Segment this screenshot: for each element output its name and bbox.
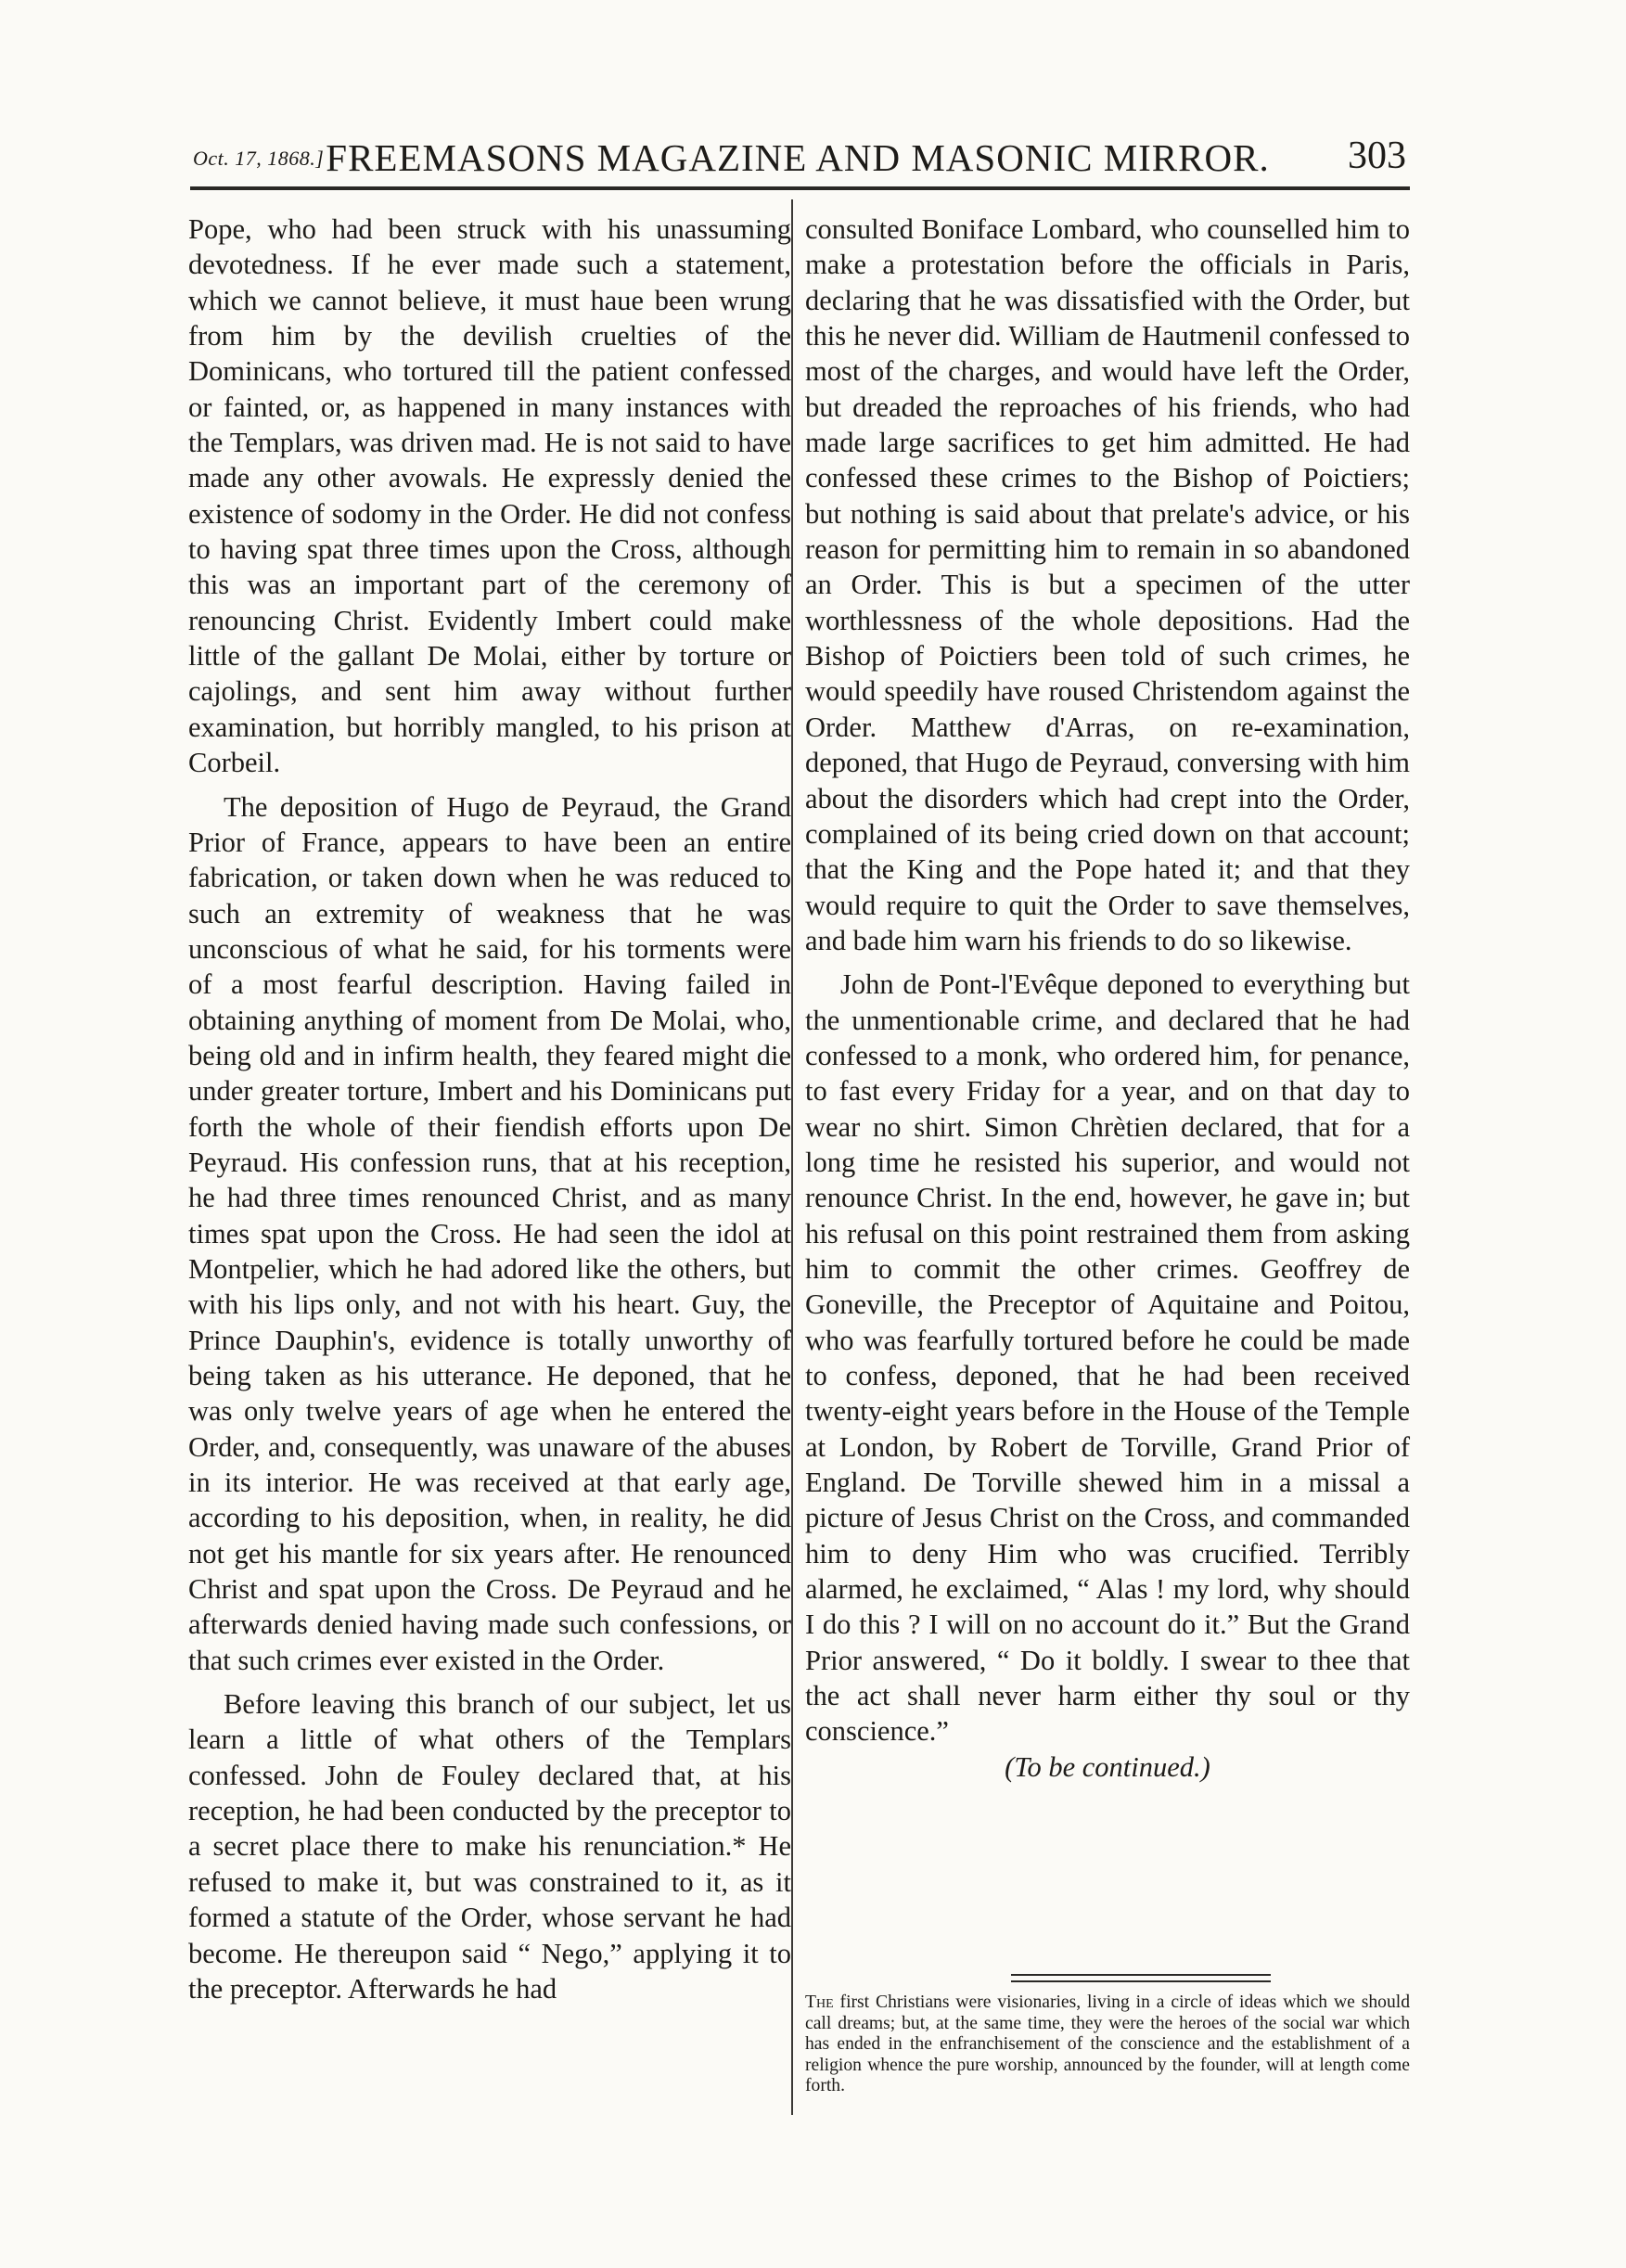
header-rule: [190, 186, 1410, 190]
footnote-text: first Christians were visionaries, living in a circle of ideas which we should call dreams; but, at the same time, they were the heroes of the social war which has ended in the enfranchisement of the conscience and the establishment of a religion whence the pure worship, announced by the founder, will at length come forth.: [805, 1993, 1410, 2095]
paragraph: consulted Boniface Lombard, who counselled him to make a protestation before the officials in Paris, declaring that he was dissatisfied with the Order, but this he never did. William de Hautmenil confessed to most of the charges, and would have left the Order, but dreaded the reproaches of his friends, who had made large sacrifices to get him admitted. He had confessed these crimes to the Bishop of Poictiers; but nothing is said about that prelate's advice, or his reason for permitting him to remain in so abandoned an Order. This is but a specimen of the utter worthlessness of the whole depositions. Had the Bishop of Poictiers been told of such crimes, he would speedily have roused Christendom against the Order. Matthew d'Arras, on re-examination, deponed, that Hugo de Peyraud, conversing with him about the disorders which had crept into the Order, complained of its being cried down on that account; that the King and the Pope hated it; and that they would require to quit the Order to save themselves, and bade him warn his friends to do so likewise.: [805, 213, 1410, 956]
footnote-lead: The: [805, 1993, 834, 2012]
left-column: [188, 211, 791, 2006]
column-divider: [791, 199, 793, 2115]
paragraph: The deposition of Hugo de Peyraud, the Grand Prior of France, appears to have been an entire fabrication, or taken down when he was reduced to such an extremity of weakness that he was unconscious of what he said, for his torments were of a most fearful description. Having failed in obtaining anything of moment from De Molai, who, being old and in infirm health, they feared might die under greater torture, Imbert and his Dominicans put forth the whole of their fiendish efforts upon De Peyraud. His confession runs, that at his reception, he had three times renounced Christ, and as many times spat upon the Cross. He had seen the idol at Montpelier, which he had adored like the others, but with his lips only, and not with his heart. Guy, the Prince Dauphin's, evidence is totally unworthy of being taken as his utterance. He deponed, that he was only twelve years of age when he entered the Order, and, consequently, was unaware of the abuses in its interior. He was received at that early age, according to his deposition, when, in reality, he did not get his mantle for six years after. He renounced Christ and spat upon the Cross. De Peyraud and he afterwards denied having made such confessions, or that such crimes ever existed in the Order.: [188, 790, 791, 1676]
continued-note: (To be continued.): [1005, 1750, 1210, 1783]
footnote-rule: [1011, 1974, 1271, 1982]
paragraph: Pope, who had been struck with his unassuming devotedness. If he ever made such a statement, which we cannot believe, it must haue been wrung from him by the devilish cruelties of the Dominicans, who tortured till the patient confessed or fainted, or, as happened in many instances with the Templars, was driven mad. He is not said to have made any other avowals. He expressly denied the existence of sodomy in the Order. He did not confess to having spat three times upon the Cross, although this was an important part of the ceremony of renouncing Christ. Evidently Imbert could make little of the gallant De Molai, either by torture or cajolings, and sent him away without further examination, but horribly mangled, to his prison at Corbeil.: [188, 213, 791, 779]
page-header: [186, 130, 1410, 186]
page-number: 303: [1348, 135, 1406, 177]
right-column: [805, 211, 1410, 1785]
paragraph: John de Pont-l'Evêque deponed to everything but the unmentionable crime, and declared that he had confessed to a monk, who ordered him, for penance, to fast every Friday for a year, and on that day to wear no shirt. Simon Chrètien declared, that for a long time he resisted his superior, and would not renounce Christ. In the end, however, he gave in; but his refusal on this point restrained them from asking him to commit the other crimes. Geoffrey de Goneville, the Preceptor of Aquitaine and Poitou, who was fearfully tortured before he could be made to confess, deponed, that he had been received twenty-eight years before in the House of the Temple at London, by Robert de Torville, Grand Prior of England. De Torville shewed him in a missal a picture of Jesus Christ on the Cross, and commanded him to deny Him who was crucified. Terribly alarmed, he exclaimed, “ Alas ! my lord, why should I do this ? I will on no account do it.” But the Grand Prior answered, “ Do it boldly. I swear to thee that the act shall never harm either thy soul or thy conscience.”: [805, 968, 1410, 1748]
publication-title: FREEMASONS MAGAZINE AND MASONIC MIRROR.: [326, 136, 1270, 179]
paragraph: Before leaving this branch of our subject, let us learn a little of what others of the Templars confessed. John de Fouley declared that, at his reception, he had been conducted by the preceptor to a secret place there to make his renunciation.* He refused to make it, but was constrained to it, as it formed a statute of the Order, whose servant he had become. He thereupon said “ Nego,” applying it to the preceptor. Afterwards he had: [188, 1688, 791, 2005]
issue-date: Oct. 17, 1868.]: [193, 147, 325, 170]
footnote: [805, 1993, 1410, 2097]
